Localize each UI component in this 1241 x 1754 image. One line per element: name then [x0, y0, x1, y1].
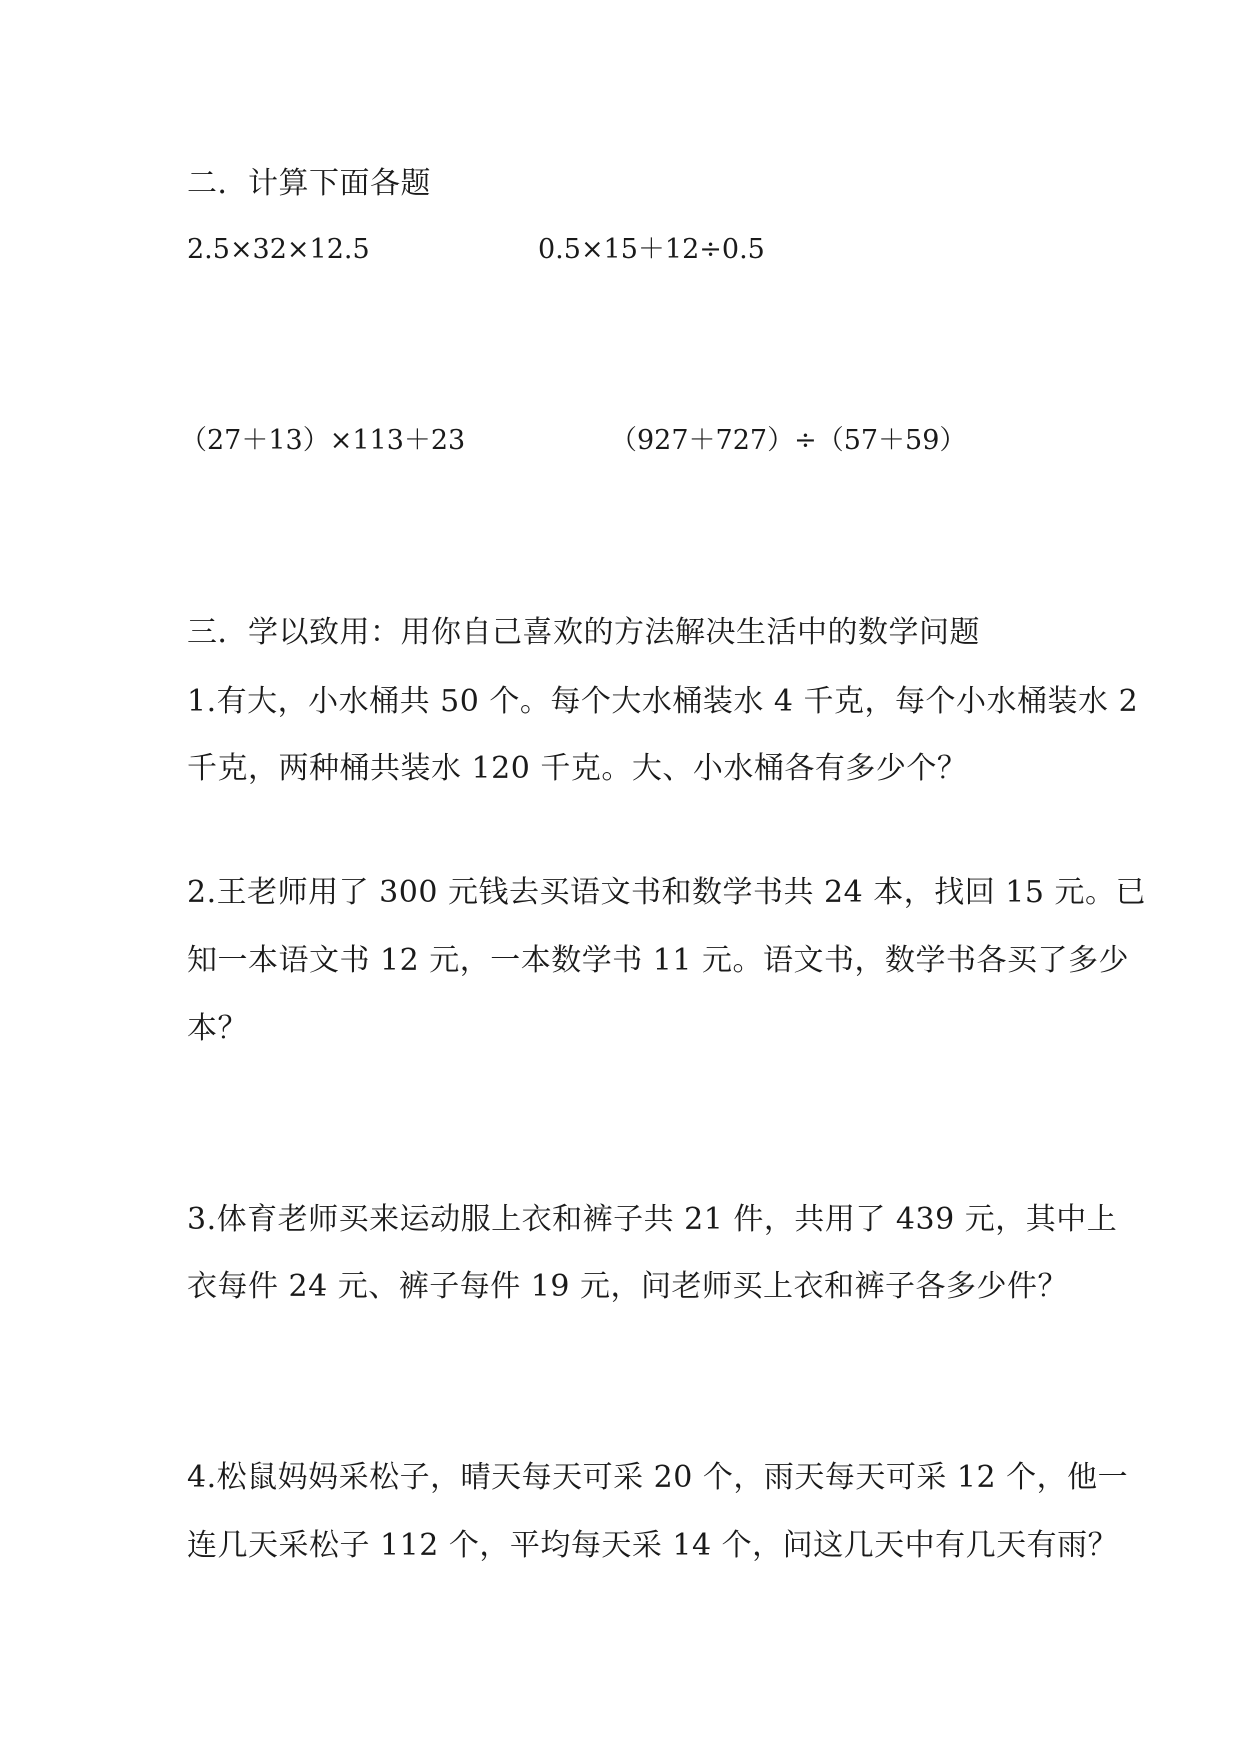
problem-4-line-1: 4.松鼠妈妈采松子，晴天每天可采 20 个，雨天每天可采 12 个，他一: [187, 1460, 1129, 1495]
problem-1-line-1: 1.有大，小水桶共 50 个。每个大水桶装水 4 千克，每个小水桶装水 2: [187, 684, 1139, 719]
section-2-heading: 二．计算下面各题: [187, 166, 431, 201]
problem-4-line-2: 连几天采松子 112 个，平均每天采 14 个，问这几天中有几天有雨？: [187, 1528, 1119, 1563]
problem-2-line-3: 本？: [187, 1011, 248, 1046]
problem-1-line-2: 千克，两种桶共装水 120 千克。大、小水桶各有多少个？: [187, 751, 968, 786]
problem-3-line-2: 衣每件 24 元、裤子每件 19 元，问老师买上衣和裤子各多少件？: [187, 1269, 1068, 1304]
problem-2-line-2: 知一本语文书 12 元，一本数学书 11 元。语文书，数学书各买了多少: [187, 943, 1129, 978]
expression-2: 0.5×15＋12÷0.5: [538, 234, 765, 265]
expression-1: 2.5×32×12.5: [187, 234, 370, 265]
expression-4: （927＋727）÷（57＋59）: [610, 425, 967, 456]
problem-3-line-1: 3.体育老师买来运动服上衣和裤子共 21 件，共用了 439 元，其中上: [187, 1202, 1118, 1237]
expression-3: （27＋13）×113＋23: [180, 425, 466, 456]
problem-2-line-1: 2.王老师用了 300 元钱去买语文书和数学书共 24 本，找回 15 元。已: [187, 875, 1146, 910]
section-3-heading: 三．学以致用：用你自己喜欢的方法解决生活中的数学问题: [187, 615, 980, 650]
